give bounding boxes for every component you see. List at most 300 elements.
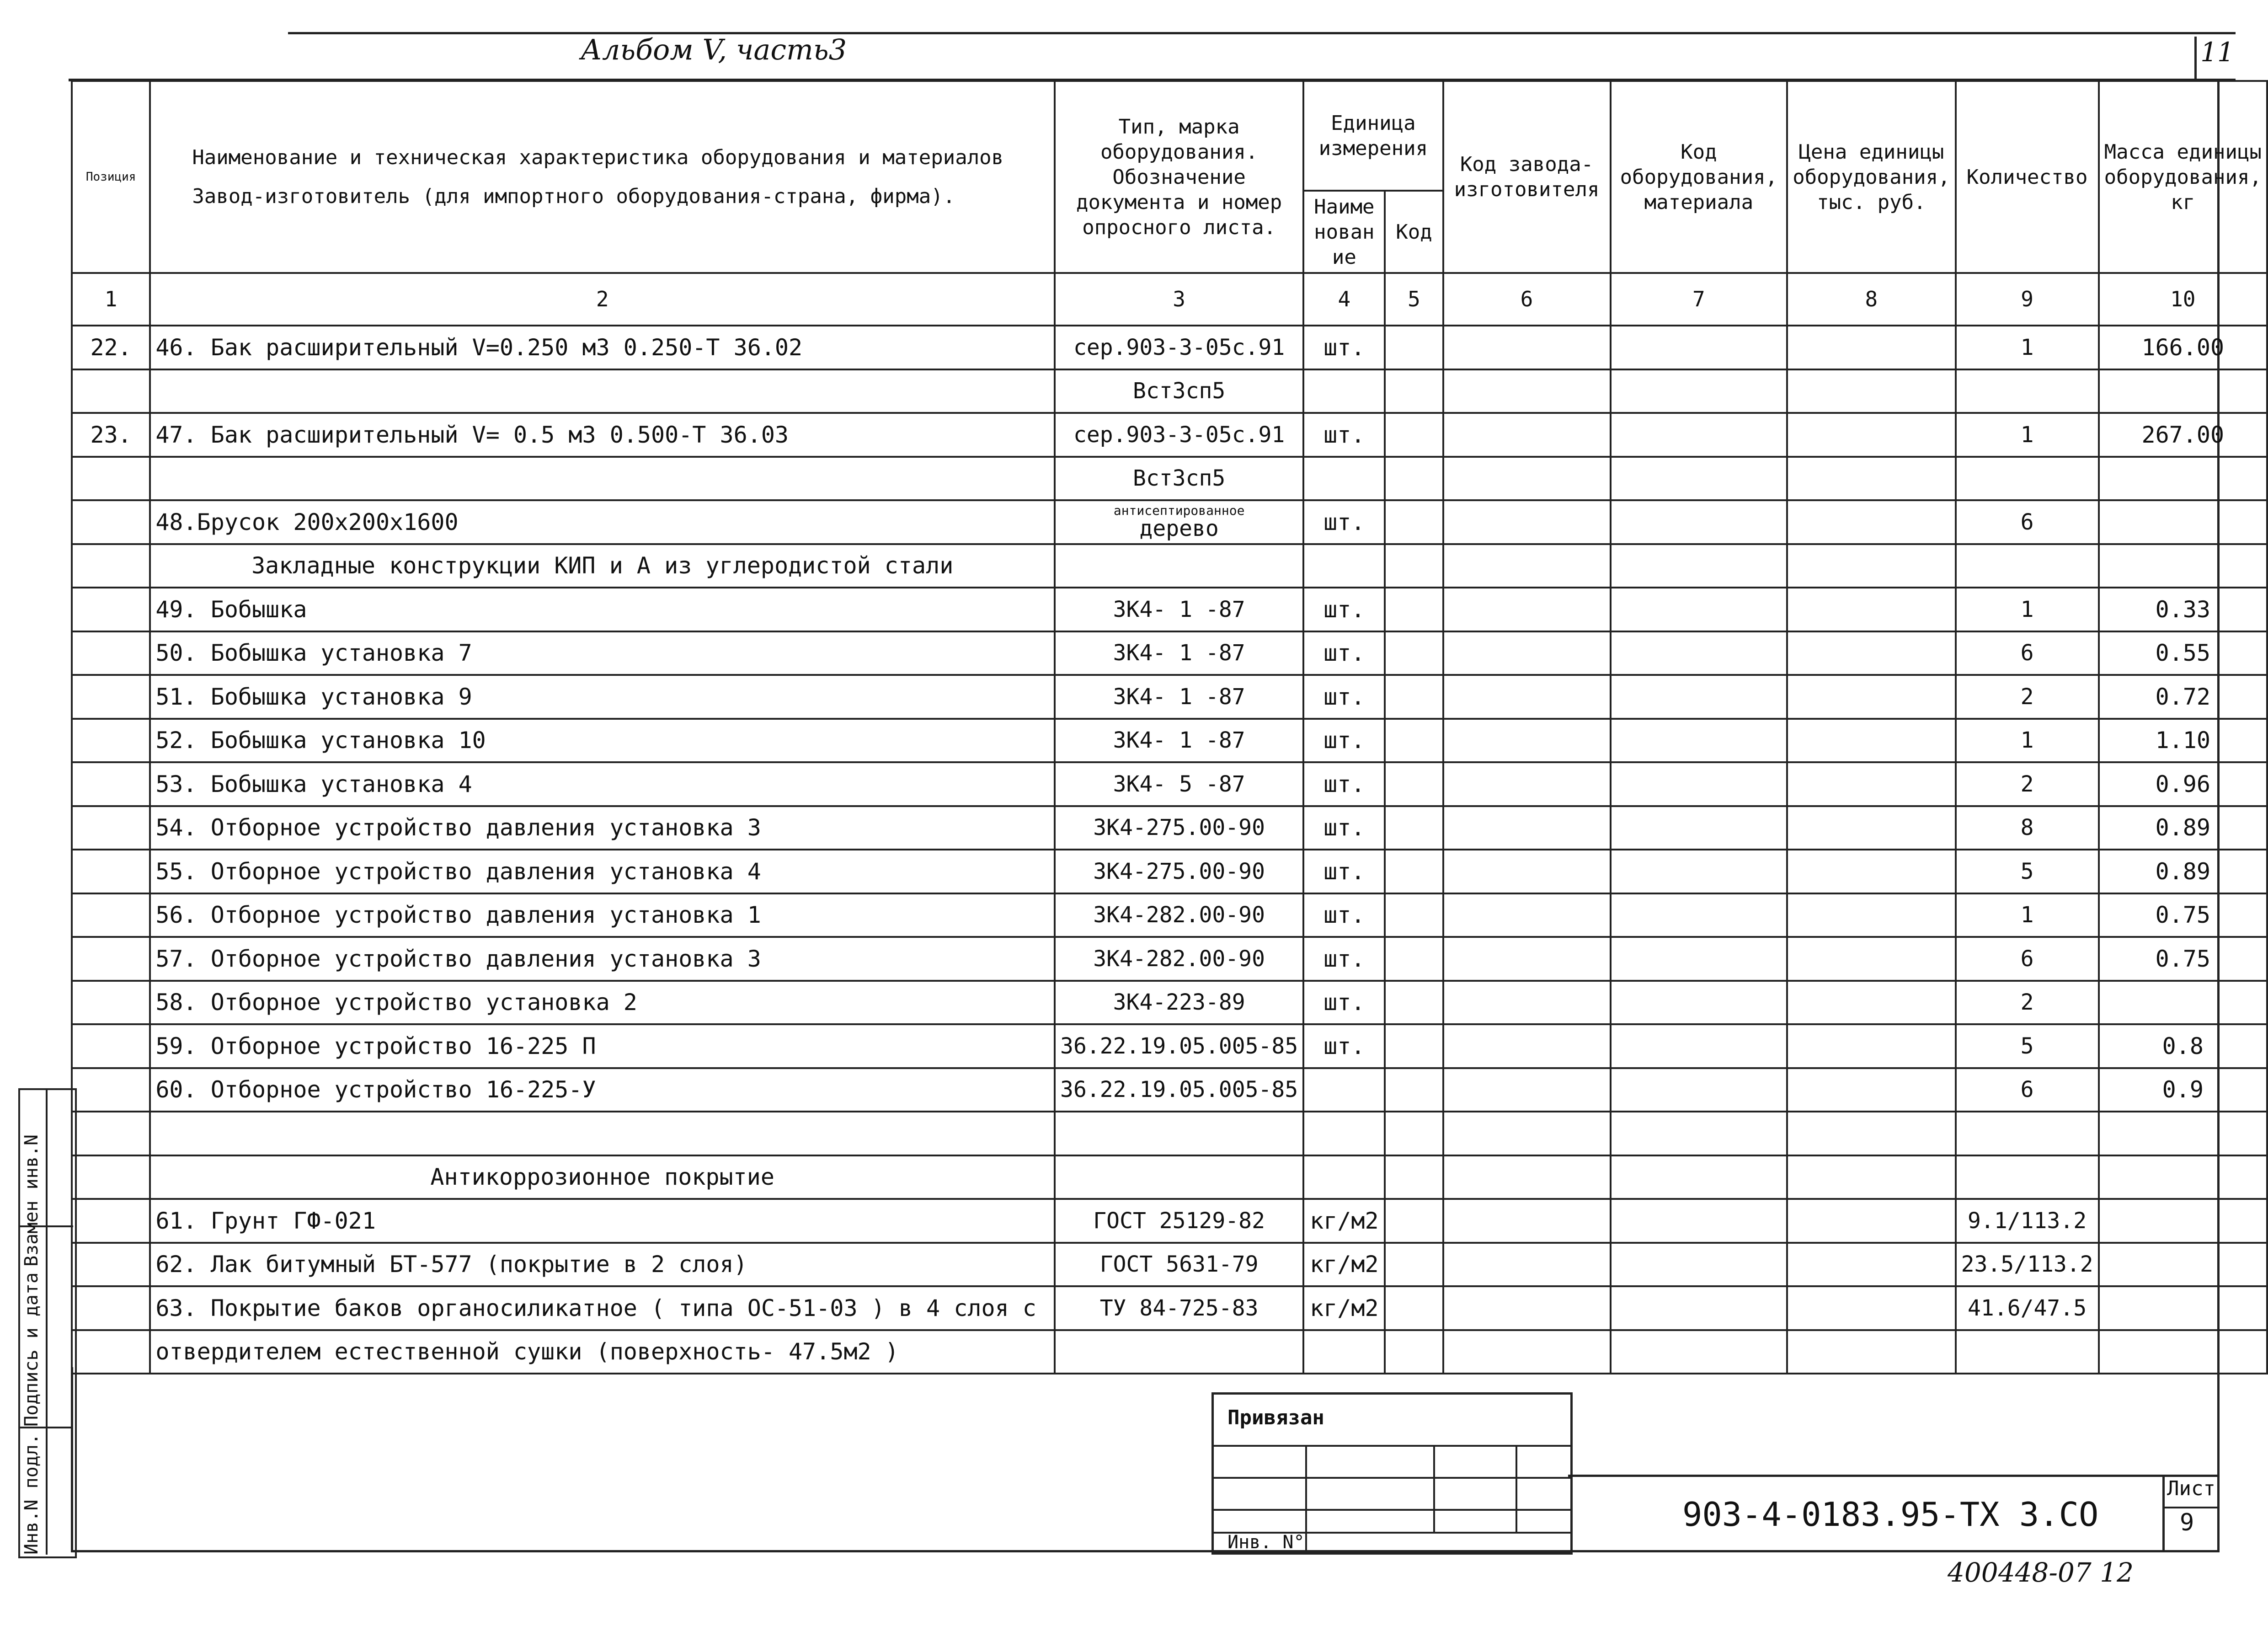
cell-unit-code [1385,1155,1443,1199]
cell-unit-code [1385,326,1443,369]
cell-name: 50. Бобышка установка 7 [150,631,1055,675]
cell-position [72,588,150,631]
table-row [72,326,2267,369]
cell-quantity: 6 [1956,500,2099,544]
cell-equipment-code [1611,893,1788,937]
cell-plant-code [1443,588,1611,631]
cell-unit: кг/м2 [1303,1199,1385,1243]
cell-equipment-code [1611,1112,1788,1155]
cell-quantity: 2 [1956,675,2099,719]
cell-unit-code [1385,457,1443,501]
header-unit: Единица измерения [1303,81,1443,191]
cell-equipment-code [1611,588,1788,631]
cell-mass: 267.00 [2099,413,2267,457]
table-row [72,981,2267,1025]
table-row [72,762,2267,806]
cell-mass [2099,369,2267,413]
cell-plant-code [1443,1112,1611,1155]
header-unit-code: Код [1385,191,1443,273]
cell-type [1055,1330,1303,1374]
cell-equipment-code [1611,1155,1788,1199]
cell-unit: кг/м2 [1303,1286,1385,1330]
cell-type: Вст3сп5 [1055,369,1303,413]
cell-quantity: 1 [1956,326,2099,369]
cell-mass: 0.89 [2099,806,2267,850]
cell-unit [1303,1155,1385,1199]
cell-unit-code [1385,850,1443,893]
table-row [72,1330,2267,1374]
album-top-line [288,32,2236,34]
cell-equipment-code [1611,850,1788,893]
cell-mass [2099,1330,2267,1374]
cell-position [72,981,150,1025]
cell-quantity: 1 [1956,719,2099,763]
cell-name: 56. Отборное устройство давления установка 1 [150,893,1055,937]
cell-name: 58. Отборное устройство установка 2 [150,981,1055,1025]
table-row [72,1068,2267,1112]
cell-price [1787,500,1955,544]
sheet-box-divider [2162,1507,2217,1508]
cell-plant-code [1443,719,1611,763]
cell-plant-code [1443,937,1611,981]
col-number: 4 [1303,273,1385,326]
cell-quantity: 5 [1956,850,2099,893]
cell-position [72,675,150,719]
col-number: 7 [1611,273,1788,326]
cell-unit-code [1385,1112,1443,1155]
header-position: Позиция [72,81,150,273]
cell-name: 51. Бобышка установка 9 [150,675,1055,719]
cell-equipment-code [1611,1286,1788,1330]
cell-type-main: дерево [1139,515,1219,541]
cell-unit [1303,1330,1385,1374]
cell-mass: 0.72 [2099,675,2267,719]
cell-quantity: 2 [1956,762,2099,806]
table-row [72,1155,2267,1199]
header-equipment-code: Код оборудования, материала [1611,81,1788,273]
table-row [72,850,2267,893]
cell-plant-code [1443,631,1611,675]
cell-mass [2099,1199,2267,1243]
col-number: 1 [72,273,150,326]
cell-price [1787,457,1955,501]
cell-price [1787,719,1955,763]
cell-quantity: 6 [1956,631,2099,675]
cell-position [72,1112,150,1155]
cell-unit: кг/м2 [1303,1243,1385,1287]
cell-unit-code [1385,806,1443,850]
cell-equipment-code [1611,544,1788,588]
cell-price [1787,1286,1955,1330]
sheet-top-number: 11 [2194,37,2238,79]
cell-mass: 0.75 [2099,937,2267,981]
cell-unit: шт. [1303,500,1385,544]
cell-type: ЗК4-282.00-90 [1055,893,1303,937]
cell-equipment-code [1611,719,1788,763]
side-replace-label: Взамен инв.N [21,1134,42,1267]
cell-equipment-code [1611,413,1788,457]
cell-mass: 0.75 [2099,893,2267,937]
cell-position [72,893,150,937]
cell-position [72,544,150,588]
cell-unit-code [1385,675,1443,719]
cell-type: ГОСТ 5631-79 [1055,1243,1303,1287]
cell-plant-code [1443,544,1611,588]
cell-quantity: 6 [1956,937,2099,981]
cell-mass: 166.00 [2099,326,2267,369]
cell-plant-code [1443,1199,1611,1243]
table-row [72,413,2267,457]
cell-unit-code [1385,500,1443,544]
cell-type: ЗК4-223-89 [1055,981,1303,1025]
cell-type: Вст3сп5 [1055,457,1303,501]
cell-plant-code [1443,1155,1611,1199]
sheet-label: Лист [2167,1477,2215,1500]
cell-quantity: 5 [1956,1024,2099,1068]
cell-equipment-code [1611,326,1788,369]
header-plant-code: Код завода-изготовителя [1443,81,1611,273]
table-row [72,1112,2267,1155]
cell-unit-code [1385,588,1443,631]
cell-name: 48.Брусок 200х200х1600 [150,500,1055,544]
cell-mass: 0.8 [2099,1024,2267,1068]
cell-price [1787,588,1955,631]
cell-equipment-code [1611,631,1788,675]
document-code: 903-4-0183.95-ТХ 3.СО [1682,1495,2099,1534]
cell-unit-code [1385,1068,1443,1112]
table-row [72,1199,2267,1243]
cell-plant-code [1443,762,1611,806]
table-body [72,326,2267,1374]
cell-quantity: 8 [1956,806,2099,850]
table-row [72,457,2267,501]
cell-unit [1303,457,1385,501]
cell-unit: шт. [1303,981,1385,1025]
cell-name: 55. Отборное устройство давления установка 4 [150,850,1055,893]
cell-quantity: 41.6/47.5 [1956,1286,2099,1330]
cell-unit-code [1385,1024,1443,1068]
cell-name [150,457,1055,501]
side-signature-label: Подпись и дата [21,1272,42,1427]
col-number: 3 [1055,273,1303,326]
cell-equipment-code [1611,369,1788,413]
cell-plant-code [1443,500,1611,544]
cell-equipment-code [1611,457,1788,501]
cell-name: 46. Бак расширительный V=0.250 м3 0.250-Т 36.02 [150,326,1055,369]
cell-mass: 1.10 [2099,719,2267,763]
cell-position [72,457,150,501]
table-row [72,806,2267,850]
cell-price [1787,369,1955,413]
table-row [72,1024,2267,1068]
cell-plant-code [1443,981,1611,1025]
cell-type: ЗК4-275.00-90 [1055,850,1303,893]
cell-price [1787,762,1955,806]
cell-unit: шт. [1303,588,1385,631]
cell-position [72,1330,150,1374]
cell-mass [2099,1155,2267,1199]
table-row [72,1286,2267,1330]
cell-equipment-code [1611,937,1788,981]
cell-quantity: 23.5/113.2 [1956,1243,2099,1287]
cell-quantity [1956,544,2099,588]
cell-type: сер.903-3-05с.91 [1055,326,1303,369]
cell-price [1787,544,1955,588]
cell-position [72,1199,150,1243]
cell-equipment-code [1611,1199,1788,1243]
cell-price [1787,1155,1955,1199]
cell-unit-code [1385,981,1443,1025]
cell-type [1055,1112,1303,1155]
cell-mass [2099,457,2267,501]
table-row [72,937,2267,981]
cell-unit: шт. [1303,1024,1385,1068]
cell-equipment-code [1611,1024,1788,1068]
cell-plant-code [1443,1243,1611,1287]
header-name-line2: Завод-изготовитель (для импортного оборудования-страна, фирма). [192,185,955,208]
cell-unit: шт. [1303,719,1385,763]
cell-quantity [1956,1330,2099,1374]
cell-unit-code [1385,1286,1443,1330]
cell-price [1787,326,1955,369]
cell-position [72,762,150,806]
cell-position: 23. [72,413,150,457]
cell-price [1787,631,1955,675]
cell-unit: шт. [1303,326,1385,369]
side-stamp-row-line [18,1427,73,1428]
cell-unit: шт. [1303,850,1385,893]
cell-plant-code [1443,1286,1611,1330]
cell-price [1787,981,1955,1025]
cell-mass [2099,981,2267,1025]
cell-position [72,806,150,850]
cell-equipment-code [1611,1068,1788,1112]
cell-unit-code [1385,369,1443,413]
cell-price [1787,1243,1955,1287]
cell-mass [2099,1243,2267,1287]
cell-name: 53. Бобышка установка 4 [150,762,1055,806]
table-row [72,675,2267,719]
cell-unit [1303,369,1385,413]
cell-position [72,369,150,413]
cell-unit-code [1385,1199,1443,1243]
col-number: 8 [1787,273,1955,326]
cell-plant-code [1443,457,1611,501]
cell-price [1787,413,1955,457]
cell-type: ЗК4- 1 -87 [1055,675,1303,719]
cell-price [1787,806,1955,850]
cell-unit-code [1385,413,1443,457]
table-row [72,544,2267,588]
cell-quantity [1956,369,2099,413]
header-quantity: Количество [1956,81,2099,273]
binding-stamp [1211,1392,1573,1555]
cell-unit [1303,544,1385,588]
cell-mass: 0.55 [2099,631,2267,675]
table-row [72,719,2267,763]
specification-table [71,80,2268,1374]
cell-quantity: 1 [1956,588,2099,631]
table-row [72,588,2267,631]
cell-position [72,631,150,675]
cell-equipment-code [1611,1330,1788,1374]
cell-unit-code [1385,937,1443,981]
cell-type: ЗК4- 1 -87 [1055,719,1303,763]
header-type: Тип, марка оборудования. Обозначение документа и номер опросного листа. [1055,81,1303,273]
cell-quantity [1956,1112,2099,1155]
cell-quantity: 6 [1956,1068,2099,1112]
cell-type: сер.903-3-05с.91 [1055,413,1303,457]
cell-quantity: 9.1/113.2 [1956,1199,2099,1243]
cell-type: 36.22.19.05.005-85 [1055,1024,1303,1068]
cell-mass: 0.96 [2099,762,2267,806]
table-row [72,631,2267,675]
side-inv-label: Инв.N подл. [21,1433,42,1555]
cell-plant-code [1443,413,1611,457]
archive-number: 400448-07 12 [1948,1557,2134,1588]
cell-unit [1303,1112,1385,1155]
cell-mass [2099,500,2267,544]
cell-name [150,369,1055,413]
cell-name: 52. Бобышка установка 10 [150,719,1055,763]
cell-mass: 0.33 [2099,588,2267,631]
cell-quantity [1956,1155,2099,1199]
sheet-number: 9 [2180,1509,2194,1536]
cell-quantity: 1 [1956,893,2099,937]
cell-unit: шт. [1303,413,1385,457]
cell-name: 54. Отборное устройство давления установка 3 [150,806,1055,850]
cell-mass [2099,1112,2267,1155]
cell-name: 57. Отборное устройство давления установка 3 [150,937,1055,981]
cell-mass: 0.9 [2099,1068,2267,1112]
cell-position [72,1155,150,1199]
cell-plant-code [1443,326,1611,369]
side-stamp-divider [46,1088,48,1555]
col-number: 9 [1956,273,2099,326]
cell-unit-code [1385,544,1443,588]
cell-position [72,850,150,893]
cell-price [1787,850,1955,893]
cell-position [72,937,150,981]
album-label: Альбом V, часть3 [581,33,847,66]
cell-unit: шт. [1303,806,1385,850]
header-name-line1: Наименование и техническая характеристика оборудования и материалов [192,146,1004,169]
stamp-inv-label: Инв. N° [1227,1532,1305,1553]
col-number: 5 [1385,273,1443,326]
table-row [72,1243,2267,1287]
cell-price [1787,1330,1955,1374]
cell-equipment-code [1611,806,1788,850]
cell-type: ТУ 84-725-83 [1055,1286,1303,1330]
cell-name: отвердителем естественной сушки (поверхность- 47.5м2 ) [150,1330,1055,1374]
cell-equipment-code [1611,675,1788,719]
table-row [72,893,2267,937]
cell-plant-code [1443,675,1611,719]
cell-unit: шт. [1303,675,1385,719]
cell-type: ЗК4-282.00-90 [1055,937,1303,981]
col-number: 2 [150,273,1055,326]
cell-type [1055,500,1303,544]
section-heading: Закладные конструкции КИП и А из углеродистой стали [150,544,1055,588]
header-name [150,81,1055,273]
cell-name: 60. Отборное устройство 16-225-У [150,1068,1055,1112]
cell-plant-code [1443,893,1611,937]
cell-unit-code [1385,631,1443,675]
cell-mass [2099,1286,2267,1330]
section-heading: Антикоррозионное покрытие [150,1155,1055,1199]
cell-type-note: антисептированное [1113,503,1245,518]
cell-type: ЗК4- 5 -87 [1055,762,1303,806]
cell-type: ГОСТ 25129-82 [1055,1199,1303,1243]
cell-position [72,1024,150,1068]
cell-name: 62. Лак битумный БТ-577 (покрытие в 2 слоя) [150,1243,1055,1287]
cell-price [1787,937,1955,981]
header-mass: Масса единицы оборудования, кг [2099,81,2267,273]
cell-name: 63. Покрытие баков органосиликатное ( типа ОС-51-03 ) в 4 слоя с [150,1286,1055,1330]
cell-type [1055,544,1303,588]
cell-unit-code [1385,719,1443,763]
cell-unit-code [1385,893,1443,937]
cell-unit-code [1385,1330,1443,1374]
cell-price [1787,1199,1955,1243]
cell-position: 22. [72,326,150,369]
col-number: 6 [1443,273,1611,326]
cell-plant-code [1443,1330,1611,1374]
cell-name: 49. Бобышка [150,588,1055,631]
cell-unit: шт. [1303,762,1385,806]
cell-plant-code [1443,369,1611,413]
cell-unit [1303,1068,1385,1112]
cell-position [72,719,150,763]
cell-name: 47. Бак расширительный V= 0.5 м3 0.500-Т 36.03 [150,413,1055,457]
cell-plant-code [1443,1024,1611,1068]
cell-unit: шт. [1303,631,1385,675]
cell-quantity [1956,457,2099,501]
cell-name [150,1112,1055,1155]
cell-position [72,1286,150,1330]
cell-type [1055,1155,1303,1199]
cell-equipment-code [1611,500,1788,544]
cell-equipment-code [1611,1243,1788,1287]
table-row [72,500,2267,544]
cell-position [72,1068,150,1112]
cell-name: 61. Грунт ГФ-021 [150,1199,1055,1243]
header-price: Цена единицы оборудования, тыс. руб. [1787,81,1955,273]
cell-unit: шт. [1303,893,1385,937]
cell-plant-code [1443,850,1611,893]
cell-price [1787,675,1955,719]
cell-mass [2099,544,2267,588]
cell-type: ЗК4- 1 -87 [1055,631,1303,675]
cell-price [1787,1068,1955,1112]
cell-unit-code [1385,762,1443,806]
cell-equipment-code [1611,981,1788,1025]
cell-equipment-code [1611,762,1788,806]
cell-price [1787,1112,1955,1155]
cell-position [72,500,150,544]
col-number: 10 [2099,273,2267,326]
cell-price [1787,1024,1955,1068]
cell-plant-code [1443,806,1611,850]
cell-type: 36.22.19.05.005-85 [1055,1068,1303,1112]
cell-unit-code [1385,1243,1443,1287]
stamp-label: Привязан [1227,1406,1324,1429]
cell-quantity: 2 [1956,981,2099,1025]
table-row [72,369,2267,413]
cell-unit: шт. [1303,937,1385,981]
cell-type: ЗК4-275.00-90 [1055,806,1303,850]
cell-quantity: 1 [1956,413,2099,457]
